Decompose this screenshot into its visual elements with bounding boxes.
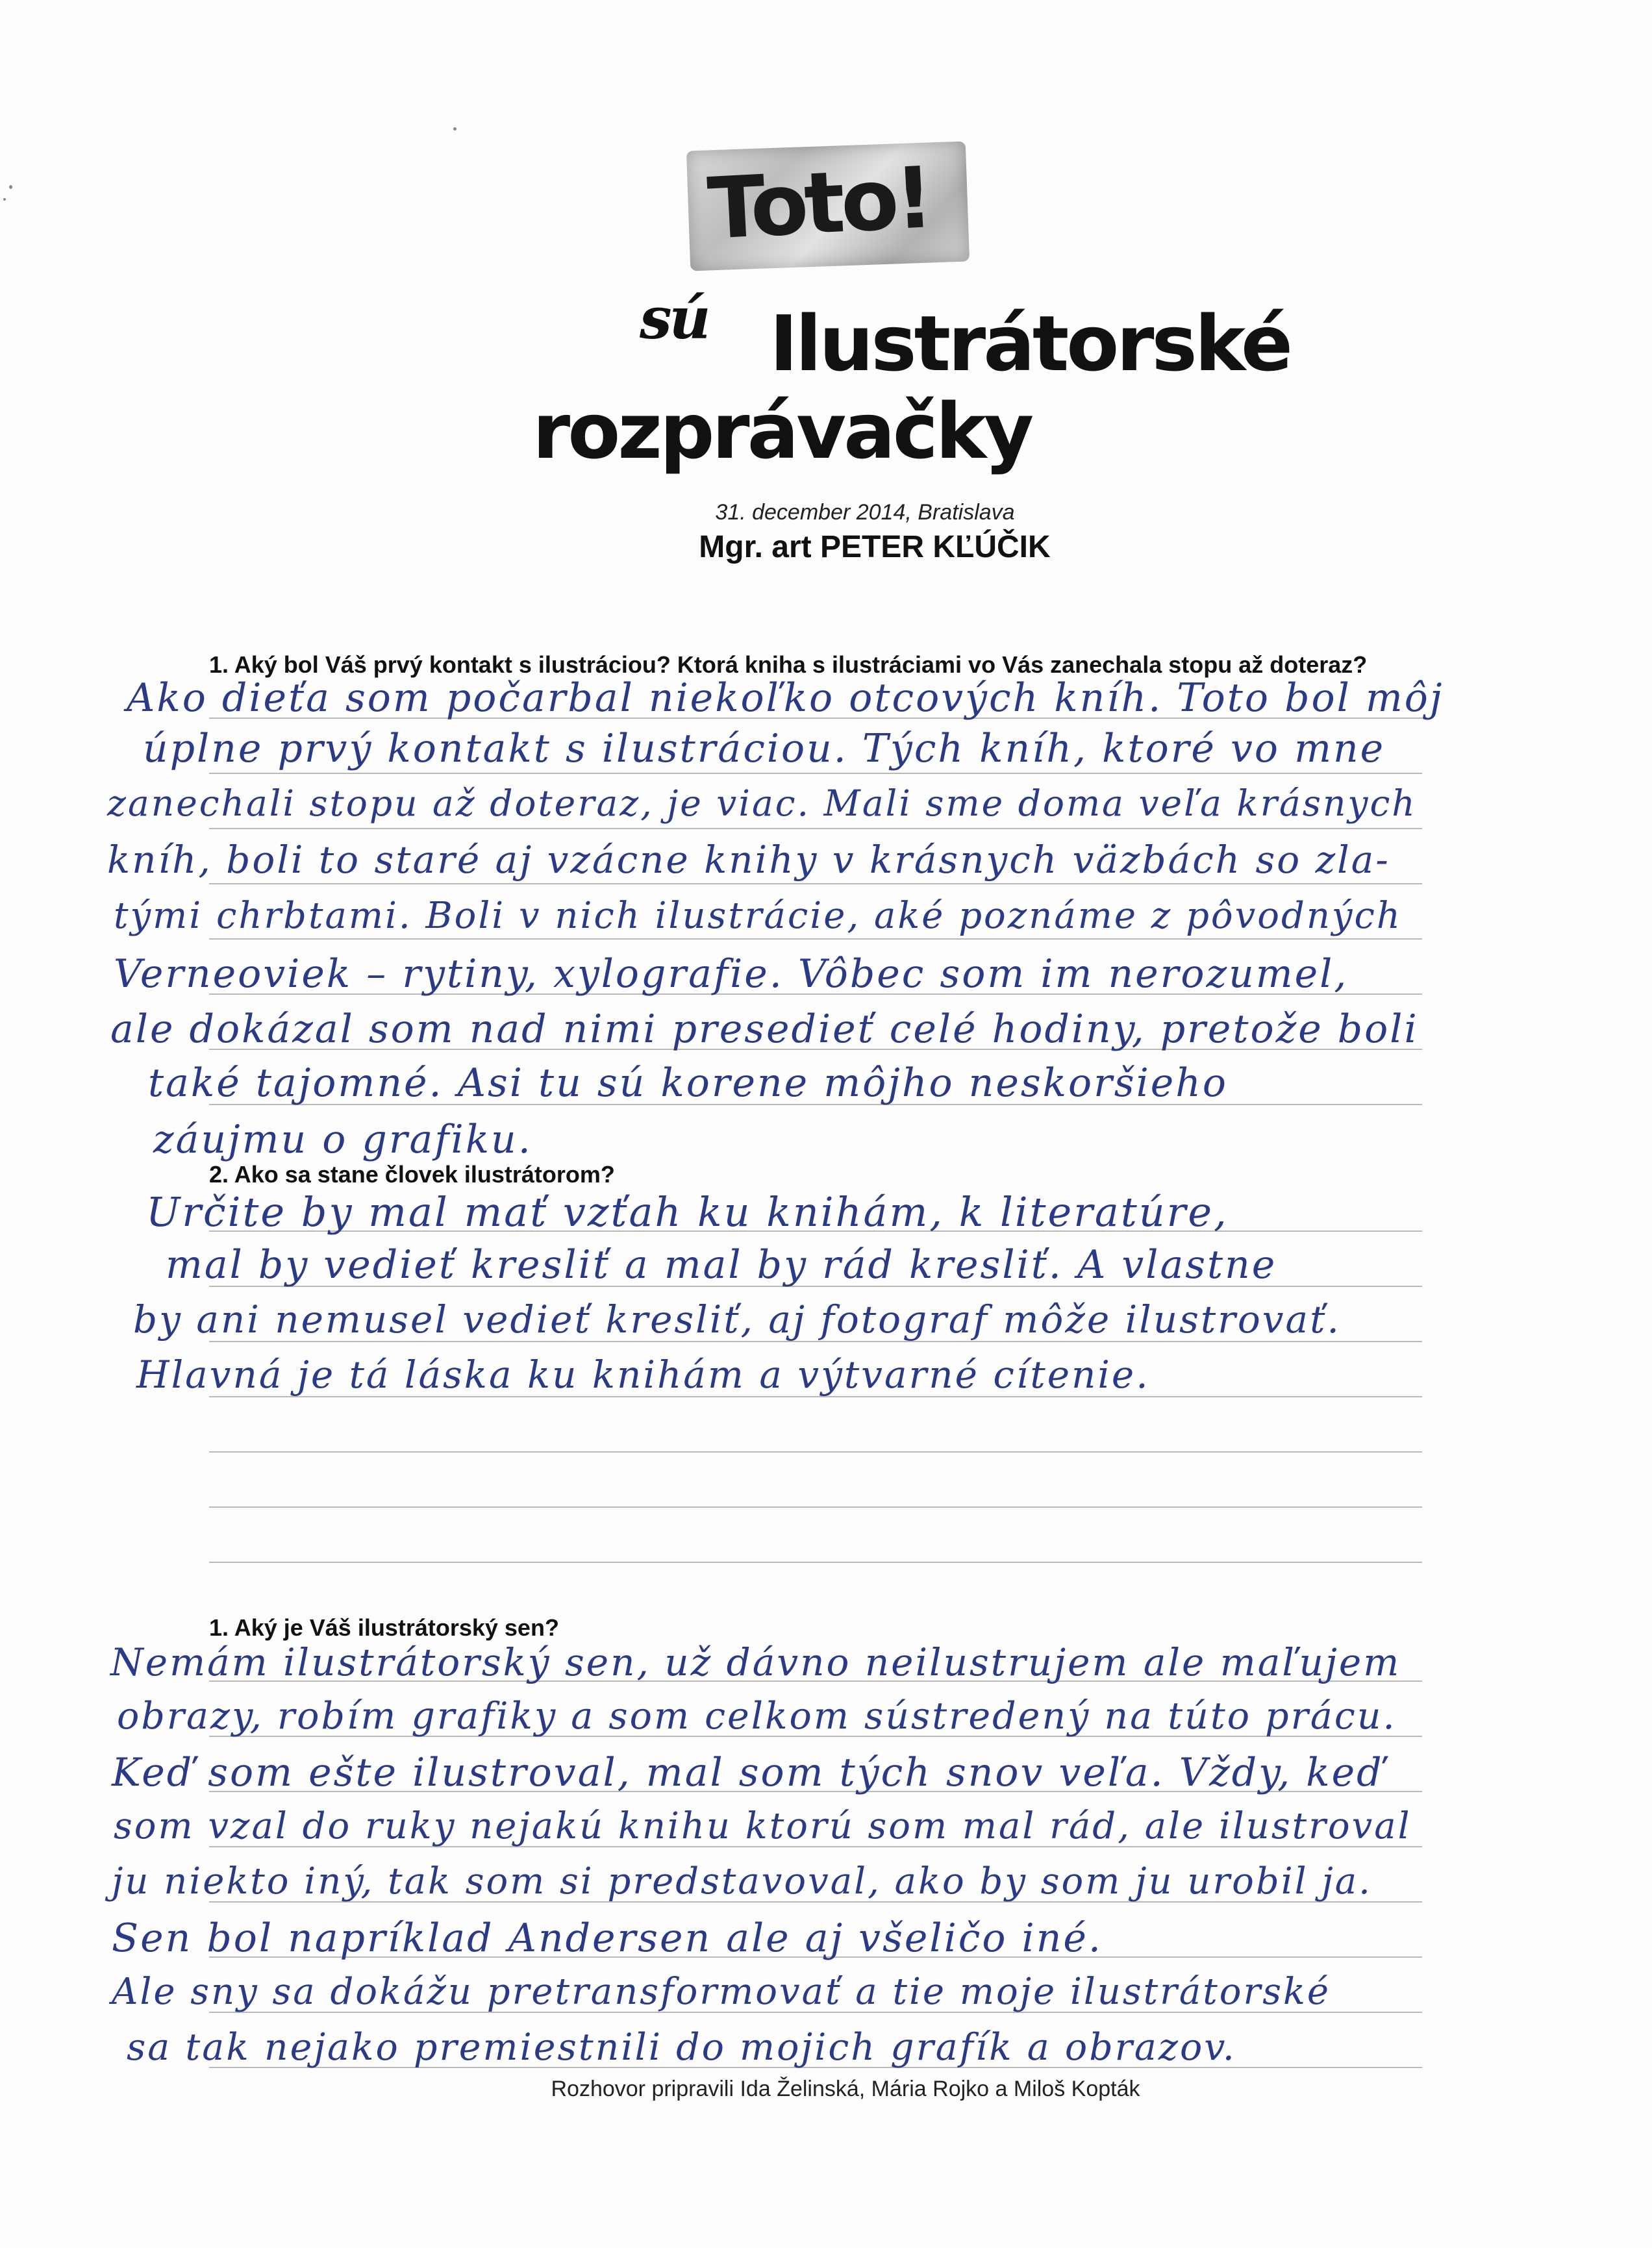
answer-1-line-3: zanechali stopu až doteraz, je viac. Mali sme doma veľa krásnych (107, 782, 1417, 824)
answer-1-line-9: záujmu o grafiku. (153, 1117, 532, 1162)
answer-3-line-3: Keď som ešte ilustroval, mal som tých snov veľa. Vždy, keď (112, 1750, 1384, 1795)
answer-2-line-3: by ani nemusel vedieť kresliť, aj fotograf môže ilustrovať. (133, 1297, 1341, 1342)
answer-3-line-7: Ale sny sa dokážu pretransformovať a tie moje ilustrátorské (112, 1971, 1331, 2013)
ruled-line (209, 938, 1422, 940)
answer-3-line-5: ju niekto iný, tak som si predstavoval, ako by som ju urobil ja. (112, 1860, 1372, 1903)
scan-speck (453, 127, 457, 131)
question-1: 1. Aký bol Váš prvý kontakt s ilustráciou? Ktorá kniha s ilustráciami vo Vás zanechala stopu až doteraz? (209, 651, 1368, 678)
answer-1-line-6: Verneoviek – rytiny, xylografie. Vôbec som im nerozumel, (114, 951, 1349, 997)
question-2: 2. Ako sa stane človek ilustrátorom? (209, 1161, 615, 1188)
title-line-1: Ilustrátorské (770, 299, 1291, 388)
ruled-line (209, 883, 1422, 884)
question-3: 1. Aký je Váš ilustrátorský sen? (209, 1614, 559, 1641)
ruled-line (209, 828, 1422, 829)
ruled-line (209, 1451, 1422, 1453)
answer-1-line-4: kníh, boli to staré aj vzácne knihy v krásnych väzbách so zla- (107, 838, 1390, 882)
answer-3-line-2: obrazy, robím grafiky a som celkom sústredený na túto prácu. (117, 1695, 1397, 1738)
ruled-line (209, 773, 1422, 774)
answer-1-line-7: ale dokázal som nad nimi presedieť celé hodiny, pretože boli (110, 1006, 1419, 1052)
answer-3-line-4: som vzal do ruky nejakú knihu ktorú som mal rád, ale ilustroval (114, 1805, 1412, 1847)
interviewee-name: Mgr. art PETER KĽÚČIK (699, 530, 1051, 564)
ruled-line (209, 1562, 1422, 1563)
answer-3-line-8: sa tak nejako premiestnili do mojich grafík a obrazov. (127, 2026, 1236, 2069)
answer-1-line-8: také tajomné. Asi tu sú korene môjho neskoršieho (148, 1060, 1229, 1106)
date-place: 31. december 2014, Bratislava (715, 500, 1015, 525)
answer-1-line-2: úplne prvý kontakt s ilustráciou. Tých kníh, ktoré vo mne (143, 726, 1386, 771)
title-line-2: rozprávačky (532, 386, 1032, 476)
title-small-word: sú (640, 284, 708, 352)
toto-logo (688, 140, 974, 269)
answer-1-line-5: tými chrbtami. Boli v nich ilustrácie, aké poznáme z pôvodných (114, 895, 1402, 937)
ruled-line (209, 1506, 1422, 1508)
answer-3-line-6: Sen bol napríklad Andersen ale aj všeličo iné. (112, 1916, 1103, 1961)
answer-2-line-4: Hlavná je tá láska ku knihám a výtvarné cítenie. (136, 1353, 1150, 1397)
answer-3-line-1: Nemám ilustrátorský sen, už dávno neilustrujem ale maľujem (110, 1640, 1401, 1684)
logo-text: Toto! (705, 148, 932, 258)
scan-speck (3, 198, 6, 201)
answer-2-line-2: mal by vedieť kresliť a mal by rád kresliť. A vlastne (166, 1242, 1277, 1288)
answer-2-line-1: Určite by mal mať vzťah ku knihám, k literatúre, (146, 1188, 1229, 1236)
credits: Rozhovor pripravili Ida Želinská, Mária Rojko a Miloš Kopták (551, 2077, 1140, 2101)
scan-speck (9, 185, 12, 189)
answer-1-line-1: Ako dieťa som počarbal niekoľko otcových kníh. Toto bol môj (127, 675, 1444, 721)
